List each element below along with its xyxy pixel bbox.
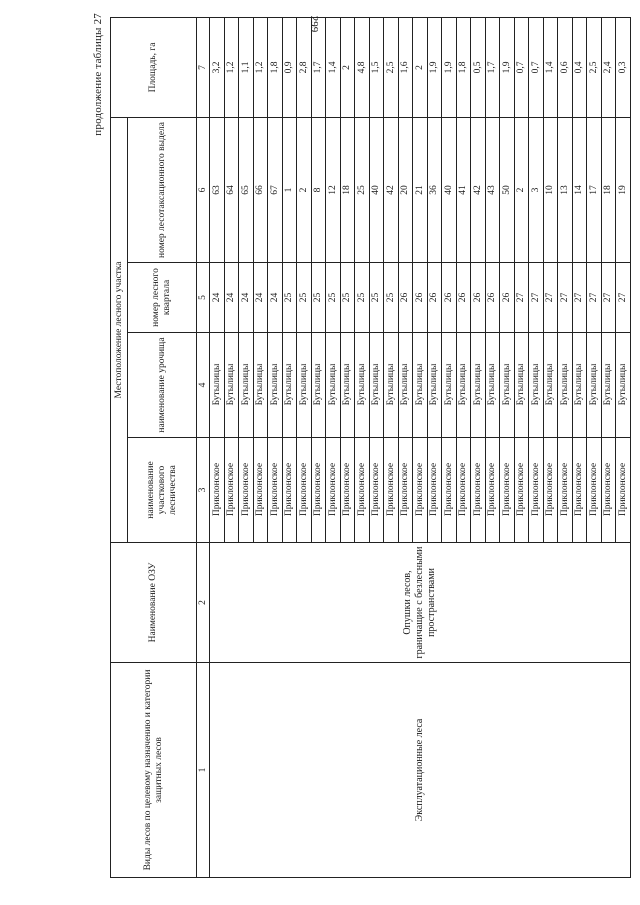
tract-cell: Бутылицы — [369, 333, 384, 438]
section-cell: 12 — [326, 117, 341, 262]
tract-cell: Бутылицы — [572, 333, 587, 438]
tract-cell: Бутылицы — [601, 333, 616, 438]
tract-cell: Бутылицы — [456, 333, 471, 438]
tract-cell: Бутылицы — [340, 333, 355, 438]
tract-cell: Бутылицы — [297, 333, 312, 438]
forestry-cell: Приклонское — [384, 438, 399, 543]
tract-cell: Бутылицы — [514, 333, 529, 438]
section-cell: 14 — [572, 117, 587, 262]
tract-cell: Бутылицы — [471, 333, 486, 438]
quarter-cell: 27 — [616, 263, 631, 333]
area-cell: 1,4 — [543, 17, 558, 117]
area-cell: 2,4 — [601, 17, 616, 117]
ozu-name-cell: Опушки лесов, граничащие с безлесными пространствами — [210, 543, 631, 663]
quarter-cell: 27 — [529, 263, 544, 333]
tract-cell: Бутылицы — [558, 333, 573, 438]
section-cell: 18 — [601, 117, 616, 262]
forestry-cell: Приклонское — [297, 438, 312, 543]
section-cell: 65 — [239, 117, 254, 262]
quarter-cell: 26 — [427, 263, 442, 333]
forestry-cell: Приклонское — [427, 438, 442, 543]
quarter-cell: 26 — [442, 263, 457, 333]
forestry-cell: Приклонское — [572, 438, 587, 543]
quarter-cell: 25 — [297, 263, 312, 333]
quarter-cell: 24 — [268, 263, 283, 333]
tract-cell: Бутылицы — [587, 333, 602, 438]
quarter-cell: 26 — [398, 263, 413, 333]
rotated-table-page — [84, 5, 640, 890]
area-cell: 0,7 — [514, 17, 529, 117]
area-cell: 1,1 — [239, 17, 254, 117]
area-cell: 2,5 — [384, 17, 399, 117]
column-number: 4 — [197, 333, 210, 438]
tract-cell: Бутылицы — [616, 333, 631, 438]
area-cell: 1,8 — [456, 17, 471, 117]
area-cell: 4,8 — [355, 17, 370, 117]
quarter-cell: 26 — [471, 263, 486, 333]
forestry-cell: Приклонское — [282, 438, 297, 543]
header-ozu-name: Наименование ОЗУ — [111, 543, 197, 663]
table-caption: продолжение таблицы 27 — [92, 13, 104, 136]
section-cell: 42 — [471, 117, 486, 262]
quarter-cell: 24 — [253, 263, 268, 333]
quarter-cell: 26 — [500, 263, 515, 333]
quarter-cell: 25 — [355, 263, 370, 333]
table-body — [210, 17, 631, 877]
forestry-cell: Приклонское — [326, 438, 341, 543]
forestry-cell: Приклонское — [340, 438, 355, 543]
forestry-cell: Приклонское — [543, 438, 558, 543]
quarter-cell: 25 — [282, 263, 297, 333]
quarter-cell: 26 — [413, 263, 428, 333]
header-section: номер лесотаксационного выдела — [128, 117, 197, 262]
section-cell: 19 — [616, 117, 631, 262]
forestry-cell: Приклонское — [355, 438, 370, 543]
column-number: 3 — [197, 438, 210, 543]
forestry-cell: Приклонское — [268, 438, 283, 543]
forestry-cell: Приклонское — [514, 438, 529, 543]
quarter-cell: 26 — [456, 263, 471, 333]
column-number: 7 — [197, 17, 210, 117]
page-number: 299 — [308, 15, 320, 33]
ozu-table — [110, 17, 631, 878]
area-cell: 1,7 — [311, 17, 326, 117]
header-area: Площадь, га — [111, 17, 197, 117]
quarter-cell: 27 — [601, 263, 616, 333]
area-cell: 1,5 — [369, 17, 384, 117]
section-cell: 3 — [529, 117, 544, 262]
section-cell: 67 — [268, 117, 283, 262]
area-cell: 2,8 — [297, 17, 312, 117]
tract-cell: Бутылицы — [282, 333, 297, 438]
section-cell: 40 — [369, 117, 384, 262]
column-number: 5 — [197, 263, 210, 333]
area-cell: 1,9 — [500, 17, 515, 117]
forestry-cell: Приклонское — [601, 438, 616, 543]
area-cell: 1,9 — [442, 17, 457, 117]
section-cell: 66 — [253, 117, 268, 262]
section-cell: 1 — [282, 117, 297, 262]
section-cell: 2 — [514, 117, 529, 262]
section-cell: 50 — [500, 117, 515, 262]
header-tract: наименование урочища — [128, 333, 197, 438]
section-cell: 8 — [311, 117, 326, 262]
area-cell: 1,9 — [427, 17, 442, 117]
area-cell: 2 — [413, 17, 428, 117]
forestry-cell: Приклонское — [587, 438, 602, 543]
area-cell: 1,2 — [253, 17, 268, 117]
quarter-cell: 25 — [311, 263, 326, 333]
quarter-cell: 24 — [239, 263, 254, 333]
column-number: 2 — [197, 543, 210, 663]
section-cell: 18 — [340, 117, 355, 262]
area-cell: 1,4 — [326, 17, 341, 117]
area-cell: 2,5 — [587, 17, 602, 117]
area-cell: 2 — [340, 17, 355, 117]
tract-cell: Бутылицы — [210, 333, 225, 438]
area-cell: 0,9 — [282, 17, 297, 117]
forestry-cell: Приклонское — [616, 438, 631, 543]
forestry-cell: Приклонское — [471, 438, 486, 543]
tract-cell: Бутылицы — [268, 333, 283, 438]
tract-cell: Бутылицы — [413, 333, 428, 438]
header-forestry: наименование участкового лесничества — [128, 438, 197, 543]
quarter-cell: 25 — [340, 263, 355, 333]
forestry-cell: Приклонское — [529, 438, 544, 543]
tract-cell: Бутылицы — [543, 333, 558, 438]
quarter-cell: 25 — [326, 263, 341, 333]
area-cell: 0,7 — [529, 17, 544, 117]
area-cell: 0,4 — [572, 17, 587, 117]
section-cell: 13 — [558, 117, 573, 262]
tract-cell: Бутылицы — [253, 333, 268, 438]
area-cell: 1,7 — [485, 17, 500, 117]
tract-cell: Бутылицы — [384, 333, 399, 438]
area-cell: 0,5 — [471, 17, 486, 117]
section-cell: 25 — [355, 117, 370, 262]
forest-type-cell: Эксплуатационные леса — [210, 663, 631, 878]
forestry-cell: Приклонское — [558, 438, 573, 543]
forestry-cell: Приклонское — [239, 438, 254, 543]
forestry-cell: Приклонское — [485, 438, 500, 543]
header-quarter: номер лесного квартала — [128, 263, 197, 333]
quarter-cell: 24 — [224, 263, 239, 333]
area-cell: 1,8 — [268, 17, 283, 117]
forestry-cell: Приклонское — [500, 438, 515, 543]
column-number: 1 — [197, 663, 210, 878]
tract-cell: Бутылицы — [224, 333, 239, 438]
forestry-cell: Приклонское — [413, 438, 428, 543]
section-cell: 64 — [224, 117, 239, 262]
tract-cell: Бутылицы — [442, 333, 457, 438]
section-cell: 43 — [485, 117, 500, 262]
area-cell: 0,3 — [616, 17, 631, 117]
forestry-cell: Приклонское — [253, 438, 268, 543]
forestry-cell: Приклонское — [210, 438, 225, 543]
section-cell: 40 — [442, 117, 457, 262]
forestry-cell: Приклонское — [311, 438, 326, 543]
tract-cell: Бутылицы — [398, 333, 413, 438]
table-row — [210, 17, 225, 877]
area-cell: 1,6 — [398, 17, 413, 117]
quarter-cell: 27 — [587, 263, 602, 333]
header-location-group: Местоположение лесного участка — [111, 117, 128, 542]
quarter-cell: 25 — [369, 263, 384, 333]
tract-cell: Бутылицы — [485, 333, 500, 438]
tract-cell: Бутылицы — [529, 333, 544, 438]
section-cell: 41 — [456, 117, 471, 262]
section-cell: 42 — [384, 117, 399, 262]
section-cell: 21 — [413, 117, 428, 262]
forestry-cell: Приклонское — [369, 438, 384, 543]
tract-cell: Бутылицы — [355, 333, 370, 438]
quarter-cell: 27 — [543, 263, 558, 333]
forestry-cell: Приклонское — [442, 438, 457, 543]
quarter-cell: 24 — [210, 263, 225, 333]
quarter-cell: 25 — [384, 263, 399, 333]
forestry-cell: Приклонское — [456, 438, 471, 543]
quarter-cell: 27 — [572, 263, 587, 333]
section-cell: 2 — [297, 117, 312, 262]
forestry-cell: Приклонское — [224, 438, 239, 543]
quarter-cell: 27 — [514, 263, 529, 333]
section-cell: 20 — [398, 117, 413, 262]
header-forest-type: Виды лесов по целевому назначению и категории защитных лесов — [111, 663, 197, 878]
tract-cell: Бутылицы — [311, 333, 326, 438]
area-cell: 1,2 — [224, 17, 239, 117]
section-cell: 10 — [543, 117, 558, 262]
forestry-cell: Приклонское — [398, 438, 413, 543]
area-cell: 0,6 — [558, 17, 573, 117]
tract-cell: Бутылицы — [500, 333, 515, 438]
quarter-cell: 27 — [558, 263, 573, 333]
column-number: 6 — [197, 117, 210, 262]
quarter-cell: 26 — [485, 263, 500, 333]
tract-cell: Бутылицы — [326, 333, 341, 438]
tract-cell: Бутылицы — [239, 333, 254, 438]
area-cell: 3,2 — [210, 17, 225, 117]
section-cell: 63 — [210, 117, 225, 262]
section-cell: 17 — [587, 117, 602, 262]
section-cell: 36 — [427, 117, 442, 262]
tract-cell: Бутылицы — [427, 333, 442, 438]
